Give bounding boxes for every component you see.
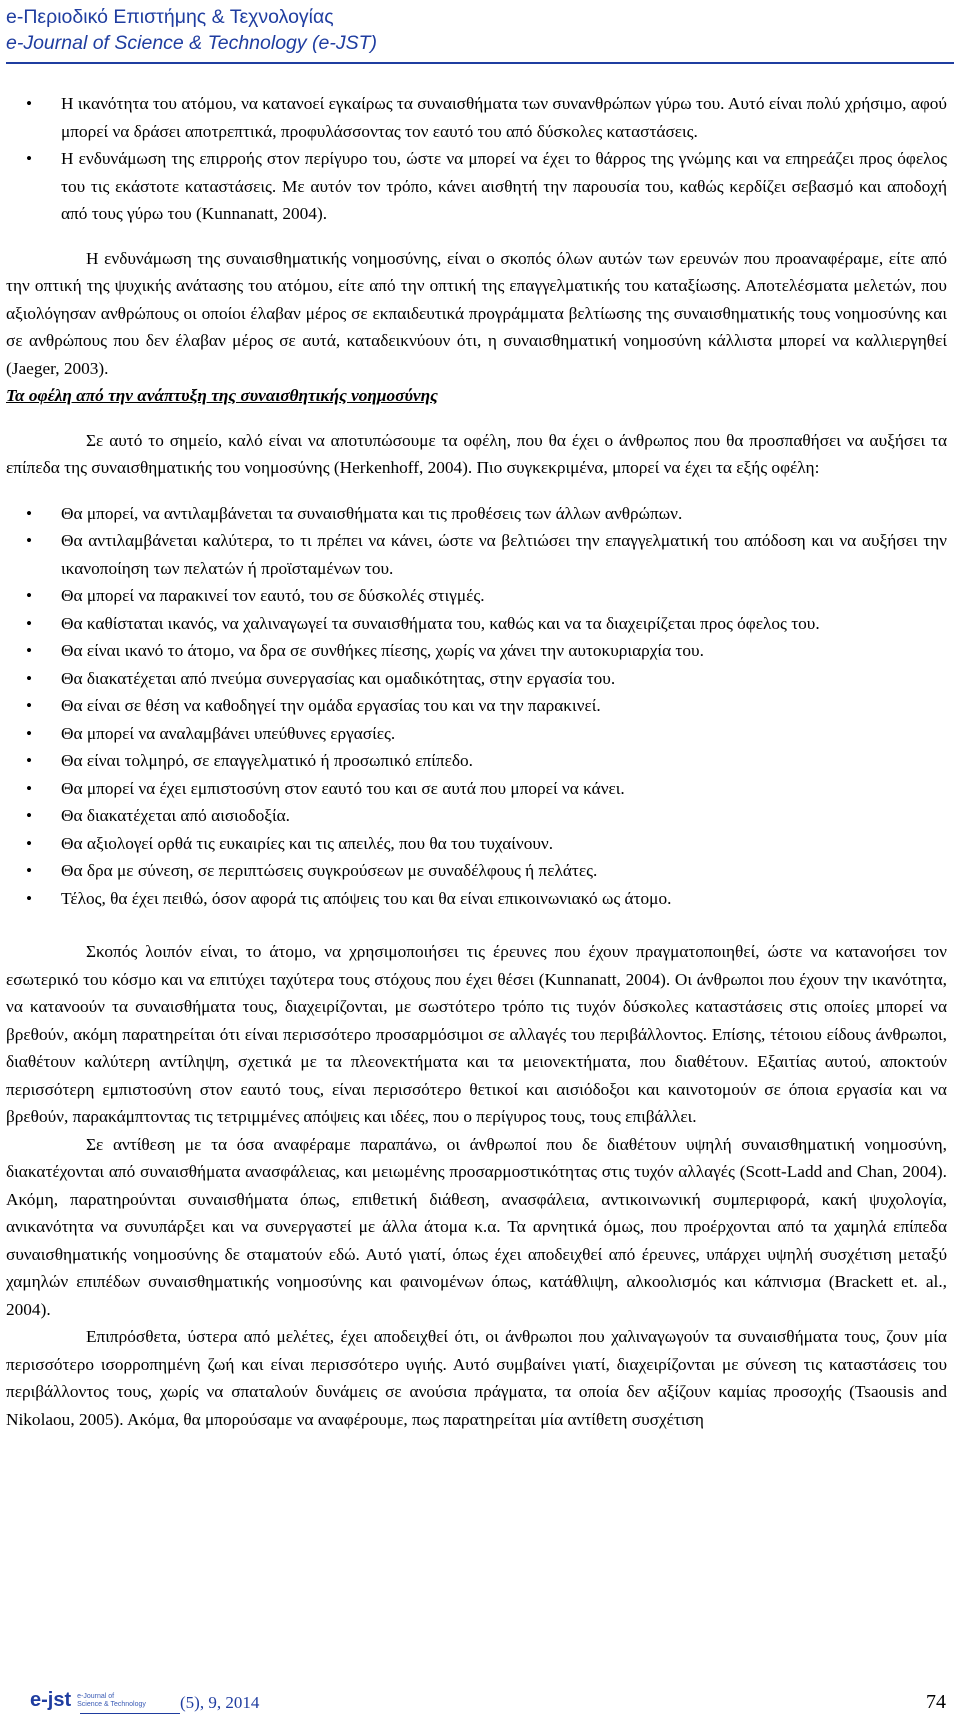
footer-rule bbox=[80, 1713, 180, 1714]
list-item bbox=[6, 720, 947, 748]
paragraph: Σε αντίθεση με τα όσα αναφέραμε παραπάνω, οι άνθρωποί που δε διαθέτουν υψηλή συναισθηματική νοημοσύνη, διακατέχονται από συναισθήματα ανασφάλειας, και μειωμένης προσαρμοστικότητας στις τυχόν αλλαγές (Scott-Ladd and Chan, 2004). Ακόμη, παρατηρούνται συναισθήματα όπως, επιθετική διάθεση, ανασφάλεια, αντικοινωνική συμπεριφορά, κακή ψυχολογία, ανικανότητα να συνυπάρξει και να συνεργαστεί με άλλα άτομα κ.α. Τα αρνητικά όμως, που προέρχονται από τα χαμηλά επίπεδα συναισθηματικής νοημοσύνης δε σταματούν εδώ. Αυτό γιατί, όπως έχει αποδειχθεί από έρευνες, υπάρχει υψηλή συσχέτιση μεταξύ χαμηλών επιπέδων συναισθηματικής νοημοσύνης και φαινομένων όπως, κατάθλιψη, αλκοολισμός και κάπνισμα (Brackett et. al., 2004). bbox=[6, 1134, 947, 1319]
journal-title-greek: e-Περιοδικό Επιστήμης & Τεχνολογίας bbox=[6, 6, 334, 28]
bullet-icon: • bbox=[26, 613, 33, 633]
bullet-icon: • bbox=[26, 806, 33, 825]
bullet-icon: • bbox=[26, 696, 33, 715]
bullet-icon: • bbox=[26, 531, 33, 550]
list-item bbox=[6, 582, 947, 610]
list-item-text: Θα είναι σε θέση να καθοδηγεί την ομάδα εργασίας του και να την παρακινεί. bbox=[61, 696, 601, 715]
bullet-icon: • bbox=[26, 503, 33, 523]
bullet-list-benefits bbox=[6, 500, 947, 913]
logo-subtitle bbox=[77, 1693, 146, 1709]
list-item-text: Θα αντιλαμβάνεται καλύτερα, το τι πρέπει να κάνει, ώστε να βελτιώσει την επαγγελματική του απόδοση και να αυξήσει την ικανοποίηση των πελατών ή προϊσταμένων του. bbox=[61, 531, 947, 578]
issue-info: (5), 9, 2014 bbox=[180, 1693, 260, 1712]
list-item bbox=[6, 885, 947, 913]
bullet-icon: • bbox=[26, 778, 33, 798]
list-item-text: Τέλος, θα έχει πειθώ, όσον αφορά τις απόψεις του και θα είναι επικοινωνιακό ως άτομο. bbox=[61, 888, 672, 908]
paragraph: Σε αυτό το σημείο, καλό είναι να αποτυπώσουμε τα οφέλη, που θα έχει ο άνθρωπος που θα προσπαθήσει να αυξήσει τα επίπεδα της συναισθηματικής του νοημοσύνης (Herkenhoff, 2004). Πιο συγκεκριμένα, μπορεί να έχει τα εξής οφέλη: bbox=[6, 430, 947, 477]
list-item bbox=[6, 527, 947, 582]
bullet-icon: • bbox=[26, 668, 33, 688]
bullet-icon: • bbox=[26, 861, 33, 880]
bullet-icon: • bbox=[26, 888, 33, 908]
list-item bbox=[6, 802, 947, 830]
list-item-text: Θα αξιολογεί ορθά τις ευκαιρίες και τις απειλές, που θα του τυχαίνουν. bbox=[61, 833, 554, 853]
journal-logo bbox=[30, 1689, 146, 1712]
list-item-text: Θα μπορεί να παρακινεί τον εαυτό, του σε δύσκολές στιγμές. bbox=[61, 586, 485, 605]
list-item-text: Η ενδυνάμωση της επιρροής στον περίγυρο του, ώστε να μπορεί να έχει το θάρρος της γνώμης και να επηρεάζει προς όφελος του τις εκάστοτε καταστάσεις. Με αυτόν τον τρόπο, κάνει αισθητή την παρουσία του, καθώς κερδίζει σεβασμό και αποδοχή από τους γύρω του (Kunnanatt, 2004). bbox=[61, 149, 947, 223]
paragraph: Σκοπός λοιπόν είναι, το άτομο, να χρησιμοποιήσει τις έρευνες που έχουν πραγματοποιηθεί, ώστε να κατανοήσει τον εσωτερικό του κόσμο και να επιτύχει ταχύτερα τους στόχους που έχει θέσει (Kunnanatt, 2004). Οι άνθρωποι που έχουν την ικανότητα, να κατανοούν τα συναισθήματα τους, διαχειρίζονται, με σωστότερο τρόπο τις τυχόν δύσκολες καταστάσεις στις οποίες μπορεί να βρεθούν, ακόμη παρατηρείται ότι είναι περισσότερο προσαρμόσιμοι σε αλλαγές του περιβάλλοντος. Επίσης, τέτοιου είδους άνθρωποι, διαθέτουν καλύτερη αντίληψη, σχετικά με τα πλεονεκτήματα και τα μειονεκτήματα, που διαθέτουν. Εξαιτίας αυτού, αποκτούν περισσότερη εμπιστοσύνη στον εαυτό τους, είναι περισσότερο θετικοί και αισιόδοξοι και καινοτομούν σε όποια εργασία και να βρεθούν, παρακάμπτοντας τις τετριμμένες απόψεις και ιδέες, που ο περίγυρος τους, τους επιβάλλει. bbox=[6, 942, 947, 1126]
list-item-text: Θα είναι τολμηρό, σε επαγγελματικό ή προσωπικό επίπεδο. bbox=[61, 751, 473, 770]
logo-text: e-jst bbox=[30, 1689, 72, 1711]
list-item bbox=[6, 665, 947, 693]
article-body bbox=[6, 90, 947, 1433]
list-item bbox=[6, 500, 947, 528]
journal-header bbox=[6, 4, 377, 56]
list-item bbox=[6, 637, 947, 665]
bullet-icon: • bbox=[26, 751, 33, 770]
list-item bbox=[6, 857, 947, 885]
bullet-icon: • bbox=[26, 833, 33, 853]
list-item-text: Θα μπορεί να έχει εμπιστοσύνη στον εαυτό του και σε αυτά που μπορεί να κάνει. bbox=[61, 778, 625, 798]
bullet-icon: • bbox=[26, 641, 33, 660]
list-item bbox=[6, 90, 947, 145]
list-item-text: Θα μπορεί, να αντιλαμβάνεται τα συναισθήματα και τις προθέσεις των άλλων ανθρώπων. bbox=[61, 503, 683, 523]
list-item bbox=[6, 610, 947, 638]
list-item-text: Θα είναι ικανό το άτομο, να δρα σε συνθήκες πίεσης, χωρίς να χάνει την αυτοκυριαρχία του. bbox=[61, 641, 704, 660]
section-heading: Τα οφέλη από την ανάπτυξη της συναισθητικής νοημοσύνης bbox=[6, 386, 438, 405]
bullet-icon: • bbox=[26, 149, 33, 168]
bullet-icon: • bbox=[26, 723, 33, 743]
list-item bbox=[6, 775, 947, 803]
list-item-text: Θα διακατέχεται από αισιοδοξία. bbox=[61, 806, 290, 825]
list-item bbox=[6, 747, 947, 775]
header-rule bbox=[6, 62, 954, 64]
paragraph: Επιπρόσθετα, ύστερα από μελέτες, έχει αποδειχθεί ότι, οι άνθρωποι που χαλιναγωγούν τα συναισθήματα τους, ζουν μία περισσότερο ισορροπημένη ζωή και είναι περισσότερο υγιής. Αυτό συμβαίνει γιατί, διαχειρίζονται με σύνεση τις καταστάσεις του περιβάλλοντος τους, χωρίς να σπαταλούν δυνάμεις σε ανούσια πράγματα, τα οποία δεν αξίζουν καμίας προσοχής (Tsaousis and Nikolaou, 2005). Ακόμα, θα μπορούσαμε να αναφέρουμε, πως παρατηρείται μία αντίθετη συσχέτιση bbox=[6, 1327, 947, 1429]
page-footer bbox=[0, 1685, 960, 1727]
list-item-text: Θα καθίσταται ικανός, να χαλιναγωγεί τα συναισθήματα του, καθώς και να τα διαχειρίζεται προς όφελος του. bbox=[61, 613, 820, 633]
bullet-list-top bbox=[6, 90, 947, 228]
paragraph: Η ενδυνάμωση της συναισθηματικής νοημοσύνης, είναι ο σκοπός όλων αυτών των ερευνών που προαναφέραμε, είτε από την οπτική της ψυχικής ανάτασης του ατόμου, είτε από την οπτική της επαγγελματικής του καταξίωσης. Αποτελέσματα μελετών, που αξιολόγησαν ανθρώπους οι οποίοι έλαβαν μέρος σε εκπαιδευτικά προγράμματα βελτίωσης της συναισθηματικής τους νοημοσύνης και σε ανθρώπους που δεν έλαβαν μέρος σε αυτά, καταδεικνύουν ότι, η συναισθηματική νοημοσύνη κάλλιστα μπορεί να καλλιεργηθεί (Jaeger, 2003). bbox=[6, 248, 947, 378]
bullet-icon: • bbox=[26, 94, 33, 113]
bullet-icon: • bbox=[26, 586, 33, 605]
list-item bbox=[6, 145, 947, 228]
list-item-text: Η ικανότητα του ατόμου, να κατανοεί εγκαίρως τα συναισθήματα των συνανθρώπων γύρω του. Αυτό είναι πολύ χρήσιμο, αφού μπορεί να δράσει αποτρεπτικά, προφυλάσσοντας τον εαυτό του από δύσκολες καταστάσεις. bbox=[61, 94, 947, 141]
list-item bbox=[6, 692, 947, 720]
list-item bbox=[6, 830, 947, 858]
list-item-text: Θα διακατέχεται από πνεύμα συνεργασίας και ομαδικότητας, στην εργασία του. bbox=[61, 668, 616, 688]
page-number: 74 bbox=[926, 1691, 946, 1713]
journal-title-english: e-Journal of Science & Technology (e-JST) bbox=[6, 32, 378, 54]
logo-subtitle-line-2: Science & Technology bbox=[77, 1700, 146, 1708]
list-item-text: Θα δρα με σύνεση, σε περιπτώσεις συγκρούσεων με συναδέλφους ή πελάτες. bbox=[61, 861, 598, 880]
list-item-text: Θα μπορεί να αναλαμβάνει υπεύθυνες εργασίες. bbox=[61, 723, 396, 743]
logo-subtitle-line-1: e-Journal of bbox=[77, 1692, 115, 1700]
